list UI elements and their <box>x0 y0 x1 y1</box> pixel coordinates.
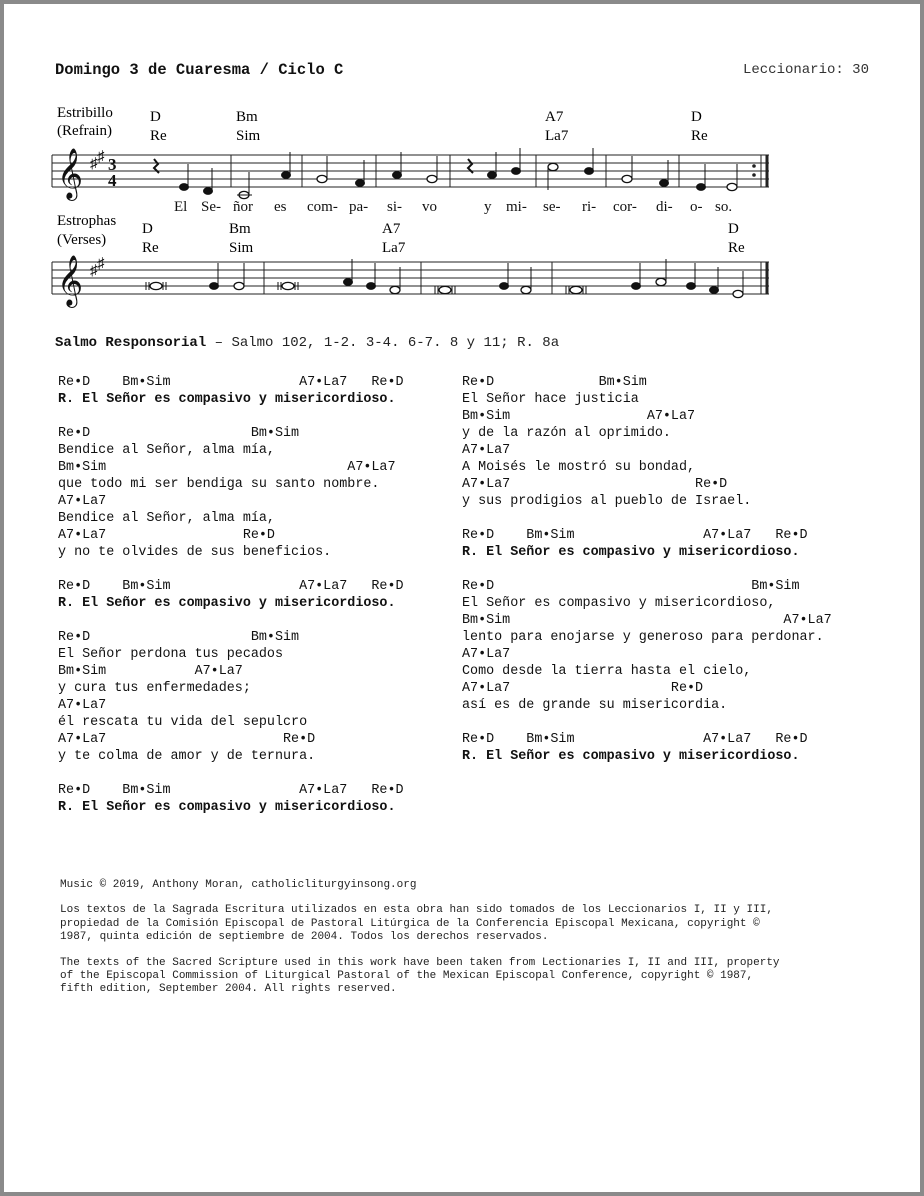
treble-clef-icon: 𝄞 <box>57 256 84 305</box>
verse-line: él rescata tu vida del sepulcro <box>58 715 308 730</box>
refrain-chord-en: D <box>150 109 161 125</box>
lyric-syllable: se- <box>543 199 561 215</box>
english-copyright-notice: The texts of the Sacred Scripture used in this work have been taken from Lectionaries I, II and III, property of the Episcopal Commission of Liturgical Pastoral of the Mexican Episcopal Conference, copyright © 1987, fifth edition, September 2004. All rights reserved. <box>60 956 780 996</box>
lyric-syllable: com- <box>307 199 338 215</box>
lyric-syllable: El <box>174 199 188 215</box>
note-head <box>367 283 376 290</box>
verse-line: Bendice al Señor, alma mía, <box>58 443 275 458</box>
verse-line: El Señor perdona tus pecados <box>58 647 283 662</box>
refrain-chord-en: A7 <box>545 109 564 125</box>
verse-line: Re•D Bm•Sim <box>58 630 300 645</box>
verses-chord-es: Re <box>142 240 159 256</box>
stanza-gap <box>58 765 404 782</box>
note-head <box>204 188 213 195</box>
verse-line: A7•La7 <box>462 647 511 662</box>
lyric-syllable: mi- <box>506 199 527 215</box>
note-head <box>317 175 327 182</box>
psalm-heading <box>55 335 559 351</box>
breve-note <box>566 286 586 294</box>
note-head <box>656 278 666 285</box>
psalm-title: Salmo Responsorial <box>55 335 207 351</box>
page-title: Domingo 3 de Cuaresma / Ciclo C <box>55 61 344 79</box>
refrain-chord-es: Sim <box>236 128 261 144</box>
note-head <box>622 175 632 182</box>
verse-line: A7•La7 Re•D <box>462 681 704 696</box>
verse-line: Bm•Sim A7•La7 <box>462 409 696 424</box>
lyric-syllable: si- <box>387 199 402 215</box>
refrain-label-es: Estribillo <box>57 105 113 121</box>
verse-line: Re•D Bm•Sim <box>462 579 800 594</box>
stanza-gap <box>462 561 832 578</box>
refrain-lyrics <box>174 199 732 215</box>
verse-line: Bm•Sim A7•La7 <box>58 664 243 679</box>
time-signature-icon: 3 <box>108 155 117 174</box>
note-head <box>234 282 244 289</box>
lyric-syllable: ñor <box>233 199 253 215</box>
verse-line: Re•D Bm•Sim A7•La7 Re•D <box>58 375 404 390</box>
lyric-syllable: pa- <box>349 199 369 215</box>
lyric-syllable: so. <box>715 199 733 215</box>
lyric-syllable: cor- <box>613 199 637 215</box>
verse-line: y de la razón al oprimido. <box>462 426 671 441</box>
music-score <box>4 4 920 314</box>
verse-line: A7•La7 Re•D <box>462 477 728 492</box>
refrain-chord-es: Re <box>691 128 708 144</box>
verse-line: Bendice al Señor, alma mía, <box>58 511 275 526</box>
verses-label-en: (Verses) <box>57 232 107 248</box>
verses-chord-en: Bm <box>229 221 251 237</box>
verse-line: y no te olvides de sus beneficios. <box>58 545 332 560</box>
psalm-reference: – Salmo 102, 1-2. 3-4. 6-7. 8 y 11; R. 8a <box>206 335 560 351</box>
refrain-chord-es: La7 <box>545 128 569 144</box>
lyric-syllable: ri- <box>582 199 597 215</box>
verse-line: A7•La7 <box>58 698 107 713</box>
stanza-gap <box>58 408 404 425</box>
verse-line: A7•La7 Re•D <box>58 528 275 543</box>
refrain-label-en: (Refrain) <box>57 123 112 139</box>
note-head <box>687 283 696 290</box>
verses-chord-es: Sim <box>229 240 254 256</box>
note-head <box>180 184 189 191</box>
verse-line: El Señor es compasivo y misericordioso, <box>462 596 776 611</box>
verse-line: Re•D Bm•Sim A7•La7 Re•D <box>462 732 808 747</box>
response-line: R. El Señor es compasivo y misericordioso. <box>58 392 396 407</box>
stanza-gap <box>58 561 404 578</box>
refrain-chord-en: D <box>691 109 702 125</box>
note-head <box>697 184 706 191</box>
verse-line: y cura tus enfermedades; <box>58 681 251 696</box>
verse-line: A Moisés le mostró su bondad, <box>462 460 696 475</box>
breve-note <box>146 282 166 290</box>
response-line: R. El Señor es compasivo y misericordioso. <box>462 545 800 560</box>
lyric-syllable: es <box>274 199 287 215</box>
verses-chord-es: Re <box>728 240 745 256</box>
verses-chord-en: D <box>728 221 739 237</box>
refrain-chord-en: Bm <box>236 109 258 125</box>
verse-line: Re•D Bm•Sim <box>58 426 300 441</box>
lyric-syllable: Se- <box>201 199 221 215</box>
note-head <box>632 283 641 290</box>
stanza-gap <box>462 510 832 527</box>
lyric-syllable: y <box>484 199 492 215</box>
verse-line: A7•La7 <box>58 494 107 509</box>
stanza-gap <box>58 612 404 629</box>
key-signature-sharp-icon: ♯ <box>97 149 105 165</box>
time-signature-icon: 4 <box>108 171 117 190</box>
spanish-copyright-notice: Los textos de la Sagrada Escritura utilizados en esta obra han sido tomados de los Leccionarios I, II y III, propiedad de la Comisión Episcopal de Pastoral Litúrgica de la Conferencia Episcopal Mexicana, copyright © 1987, quinta edición de septiembre de 2004. Todos los derechos reservados. <box>60 904 773 944</box>
note-head <box>727 183 737 190</box>
verse-line: Re•D Bm•Sim <box>462 375 647 390</box>
note-head <box>356 180 365 187</box>
verse-line: A7•La7 Re•D <box>58 732 316 747</box>
verse-line: Re•D Bm•Sim A7•La7 Re•D <box>462 528 808 543</box>
verses-chord-en: D <box>142 221 153 237</box>
refrain-notes <box>154 148 737 199</box>
verse-line: que todo mi ser bendiga su santo nombre. <box>58 477 380 492</box>
note-head <box>710 287 719 294</box>
lyric-syllable: di- <box>656 199 673 215</box>
copyright-footer <box>60 879 880 1009</box>
repeat-dot <box>752 164 756 168</box>
note-head <box>282 172 291 179</box>
lyric-syllable: vo <box>422 199 437 215</box>
key-signature-sharp-icon: ♯ <box>90 156 98 172</box>
verses-label-es: Estrophas <box>57 213 117 229</box>
response-line: R. El Señor es compasivo y misericordioso. <box>58 800 396 815</box>
verse-line: y te colma de amor y de ternura. <box>58 749 316 764</box>
key-signature-sharp-icon: ♯ <box>90 263 98 279</box>
verse-line: y sus prodigios al pueblo de Israel. <box>462 494 752 509</box>
verse-line: Bm•Sim A7•La7 <box>462 613 832 628</box>
note-head <box>512 168 521 175</box>
note-head <box>548 163 558 170</box>
verse-line: lento para enojarse y generoso para perdonar. <box>462 630 824 645</box>
note-head <box>427 175 437 182</box>
note-head <box>390 286 400 293</box>
music-credit: Music © 2019, Anthony Moran, catholicliturgyinsong.org <box>60 879 417 891</box>
lyric-syllable: o- <box>690 199 703 215</box>
note-head <box>660 180 669 187</box>
note-head <box>344 279 353 286</box>
note-head <box>500 283 509 290</box>
verse-line: Como desde la tierra hasta el cielo, <box>462 664 752 679</box>
note-head <box>585 168 594 175</box>
psalm-right-column <box>462 374 832 765</box>
sheet-page <box>4 4 920 1192</box>
verse-line: Re•D Bm•Sim A7•La7 Re•D <box>58 579 404 594</box>
breve-note <box>278 282 298 290</box>
stanza-gap <box>462 714 832 731</box>
response-line: R. El Señor es compasivo y misericordioso. <box>58 596 396 611</box>
breve-note <box>435 286 455 294</box>
repeat-dot <box>752 173 756 177</box>
note-head <box>488 172 497 179</box>
verse-line: así es de grande su misericordia. <box>462 698 728 713</box>
note-head <box>733 290 743 297</box>
psalm-left-column <box>58 374 404 816</box>
note-head <box>393 172 402 179</box>
verses-chord-en: A7 <box>382 221 401 237</box>
verse-line: Re•D Bm•Sim A7•La7 Re•D <box>58 783 404 798</box>
verse-line: El Señor hace justicia <box>462 392 639 407</box>
verse-line: Bm•Sim A7•La7 <box>58 460 396 475</box>
key-signature-sharp-icon: ♯ <box>97 256 105 272</box>
verse-line: A7•La7 <box>462 443 511 458</box>
note-head <box>210 283 219 290</box>
refrain-chord-es: Re <box>150 128 167 144</box>
note-head <box>521 286 531 293</box>
lectionary-number: Leccionario: 30 <box>742 62 869 78</box>
response-line: R. El Señor es compasivo y misericordioso. <box>462 749 800 764</box>
verses-chord-es: La7 <box>382 240 406 256</box>
treble-clef-icon: 𝄞 <box>57 149 84 198</box>
